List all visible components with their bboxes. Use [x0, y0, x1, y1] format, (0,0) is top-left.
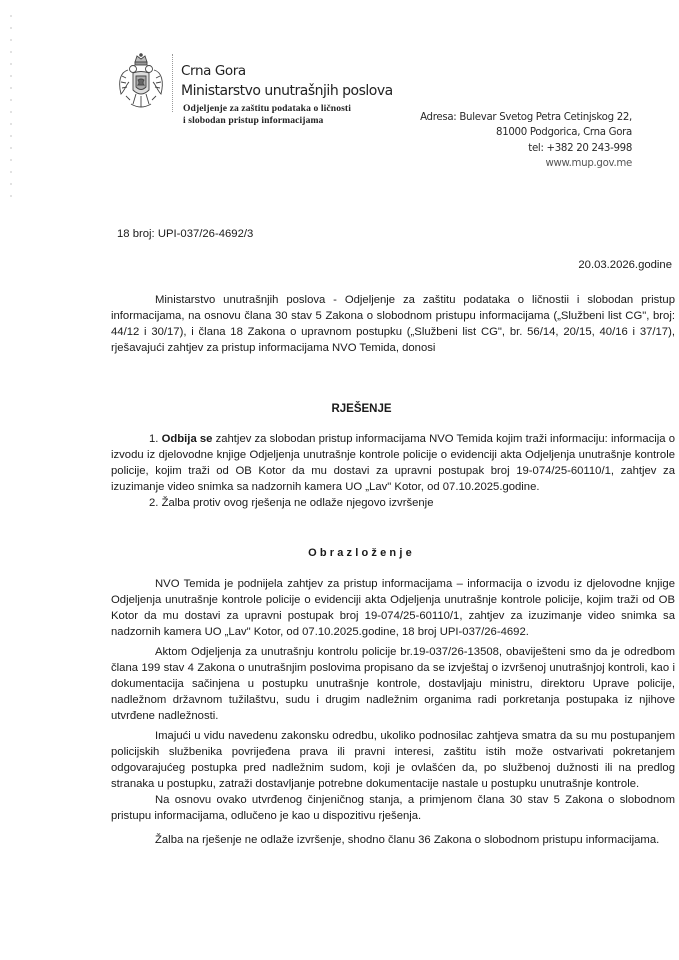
decision-item-2 — [111, 495, 675, 511]
scan-artifact — [10, 10, 12, 200]
explanation-paragraph: Imajući u vidu navedenu zakonsku odredbu, ukoliko podnosilac zahtjeva smatra da su mu postupanjem policijskih službenika povrijeđena prava ili pravni interesi, zaštitu istih može ostvarivati pokretanjem odgovarajućeg postupka pred nadležnim sudom, koji je ovlašćen da, po službenoj dužnosti ili na predlog stranaka u postupku, zatraži dostavljanje potrebne dokumentacije nastale u postupku unutrašnje kontrole. — [111, 730, 675, 790]
explanation-body — [111, 576, 675, 848]
explanation-paragraph: Aktom Odjeljenja za unutrašnju kontrolu policije br.19-037/26-13508, obaviješteni smo da je odredbom člana 199 stav 4 Zakona o unutrašnjim poslovima propisano da se izvještaj o izvršenoj unutrašnjoj kontroli, kao i dokumentacija sačinjena u postupku unutrašnje kontrole, dostavljaju ministru, direktoru Uprave policije, nadležnom državnom tužilaštvu, sudu i drugim nadležnim organima radi porkretanja postupaka iz njihove utvrđene nadležnosti. — [111, 646, 675, 722]
address-line-2: 81000 Podgorica, Crna Gora — [496, 127, 632, 139]
decision-items — [111, 431, 675, 511]
reference-number: 18 broj: UPI-037/26-4692/3 — [117, 228, 254, 240]
decision-title: RJEŠENJE — [331, 403, 392, 415]
explanation-paragraph: NVO Temida je podnijela zahtjev za pristup informacijama – informacija o izvodu iz djelovodne knjige Odjeljenja unutrašnje kontrole policije o evidenciji akta Odjeljenja unutrašnje kontrole policije, kojim traži od OB Kotor da mu dostavi za upravni postupak broj 19-074/25-60110/1, zahtjev za izuzimanje video snimka sa nadzornih kamera UO „Lav" Kotor, od 07.10.2025.godine, 18 broj UPI-037/26-4692. — [111, 578, 675, 638]
document-date: 20.03.2026.godine — [578, 259, 672, 271]
item-number: 2. — [149, 497, 159, 509]
explanation-paragraph: Žalba na rješenje ne odlaže izvršenje, shodno članu 36 Zakona o slobodnom pristupu informacijama. — [155, 834, 660, 846]
address-block — [420, 110, 632, 171]
country-name: Crna Gora — [181, 63, 246, 79]
decision-item-1 — [111, 431, 675, 495]
intro-paragraph: Ministarstvo unutrašnjih poslova - Odjeljenje za zaštitu podataka o ličnostii i slobodan pristup informacijama, na osnovu člana 30 stav 5 Zakona o slobodnom pristupu informacijama („Službeni list CG", broj: 44/12 i 30/17), i člana 18 Zakona o upravnom postupku („Službeni list CG", br. 56/14, 20/15, 40/16 i 37/17), rješavajući zahtjev za pristup informacijama NVO Temida, donosi — [111, 294, 675, 354]
website-link[interactable]: www.mup.gov.me — [545, 157, 632, 169]
ministry-name: Ministarstvo unutrašnjih poslova — [181, 83, 393, 99]
explanation-title: Obrazloženje — [308, 547, 415, 559]
department-line-1: Odjeljenje za zaštitu podataka o ličnosti — [183, 103, 351, 114]
montenegro-coat-of-arms-icon — [116, 52, 166, 112]
item-bold-lead: Odbija se — [161, 433, 213, 445]
item-number: 1. — [149, 433, 159, 445]
explanation-paragraph: Na osnovu ovako utvrđenog činjeničnog stanja, a primjenom člana 30 stav 5 Zakona o slobodnom pristupu informacijama, odlučeno je kao u dispozitivu rješenja. — [111, 794, 675, 822]
phone-number: tel: +382 20 243-998 — [528, 142, 632, 154]
department-line-2: i slobodan pristup informacijama — [183, 115, 324, 126]
item-text: zahtjev za slobodan pristup informacijama NVO Temida kojim traži informaciju: informacija o izvodu iz djelovodne knjige Odjeljenja unutrašnje kontrole policije o evidenciji akta Odjeljenja unutrašnje kontrole policije, kojim traži od OB Kotor da mu dostavi za upravni postupak broj 19-074/25-60110/1, zahtjev za izuzimanje video snimka sa nadzornih kamera UO „Lav" Kotor, od 07.10.2025.godine. — [111, 433, 675, 493]
item-text: Žalba protiv ovog rješenja ne odlaže njegovo izvršenje — [161, 497, 434, 509]
address-line-1: Adresa: Bulevar Svetog Petra Cetinjskog 22, — [420, 112, 632, 123]
header-divider — [172, 54, 173, 112]
